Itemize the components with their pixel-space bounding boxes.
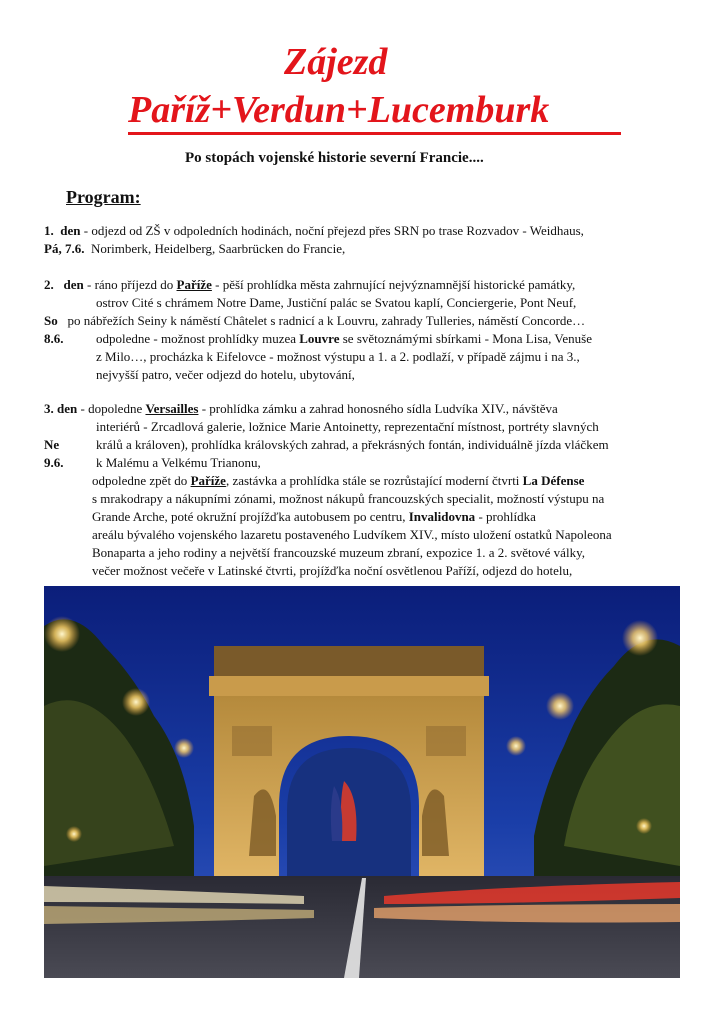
day1-line2 <box>44 240 345 258</box>
title-underline <box>128 132 621 135</box>
day3-line1 <box>44 400 558 418</box>
day3-number: 3. den <box>44 401 78 416</box>
day3-date: 9.6. <box>44 455 64 470</box>
document-title: Zájezd <box>284 41 388 83</box>
day1-text2: Norimberk, Heidelberg, Saarbrücken do Francie, <box>90 241 346 256</box>
day3-text7a: Grande Arche, poté okružní projížďka autobusem po centru, <box>92 509 409 524</box>
day2-number: 2. <box>44 277 54 292</box>
day3-text1: - dopoledne <box>77 401 146 416</box>
day3-line3 <box>44 436 609 454</box>
day3-text3: králů a královen), prohlídka královských zahrad, a překrásných fontán, individuálně jízda vláčkem <box>96 437 609 452</box>
day3-line2: interiérů - Zrcadlová galerie, ložnice Marie Antoinetty, reprezentační místnost, portréty slavných <box>96 419 599 434</box>
day1-den: den <box>60 223 81 238</box>
day2-line4 <box>44 330 592 348</box>
day2-text4b: se světoznámými sbírkami - Mona Lisa, Venuše <box>339 331 592 346</box>
day2-line3 <box>44 312 585 330</box>
day3-line10: večer možnost večeře v Latinské čtvrti, projížďka noční osvětlenou Paříží, odjezd do hotelu, <box>92 563 573 578</box>
day2-text4a: odpoledne - možnost prohlídky muzea <box>96 331 300 346</box>
document-subtitle: Po stopách vojenské historie severní Francie.... <box>185 150 484 166</box>
day3-line6: s mrakodrapy a nákupními zónami, možnost nákupů francouzských specialit, možností výstupu na <box>92 491 605 506</box>
day3-line8: areálu bývalého vojenského lazaretu postaveného Ludvíkem XIV., místo uložení ostatků Napoleona <box>92 527 612 542</box>
day3-invalidovna: Invalidovna <box>408 509 476 524</box>
day2-text3: po nábřežích Seiny k náměstí Châtelet s radnicí a k Louvru, zahrady Tulleries, náměstí Concorde… <box>67 313 586 328</box>
day2-text2: - pěší prohlídka města zahrnující nejvýznamnější historické památky, <box>211 277 576 292</box>
day2-paris: Paříže <box>176 277 212 292</box>
day2-line2: ostrov Cité s chrámem Notre Dame, Justiční palác se Svatou kaplí, Conciergerie, Pont Neuf, <box>96 295 577 310</box>
day3-text5b: , zastávka a prohlídka stále se rozrůstající moderní čtvrti <box>225 473 523 488</box>
day2-date: 8.6. <box>44 331 64 346</box>
document-title-route: Paříž+Verdun+Lucemburk <box>128 89 550 131</box>
day2-text1: - ráno příjezd do <box>83 277 177 292</box>
program-heading: Program: <box>66 187 141 207</box>
day2-louvre: Louvre <box>299 331 340 346</box>
day1-number: 1. <box>44 223 54 238</box>
day3-defense: La Défense <box>522 473 585 488</box>
day2-day-name: So <box>44 313 58 328</box>
day2-den: den <box>63 277 84 292</box>
day1-text: - odjezd od ZŠ v odpoledních hodinách, noční přejezd přes SRN po trase Rozvadov - Weidhaus, <box>80 223 584 238</box>
day3-line9: Bonaparta a jeho rodiny a největší francouzské muzeum zbraní, expozice 1. a 2. světové války, <box>92 545 585 560</box>
day2-line6: nejvyšší patro, večer odjezd do hotelu, ubytování, <box>96 367 355 382</box>
day2-line5: z Milo…, procházka k Eifelovce - možnost výstupu a 1. a 2. podlaží, v případě zájmu i na 3., <box>96 349 580 364</box>
day3-text5a: odpoledne zpět do <box>92 473 191 488</box>
day3-line4 <box>44 454 261 472</box>
day3-line7 <box>92 508 536 526</box>
day3-text4: k Malému a Velkému Trianonu, <box>96 455 261 470</box>
arc-de-triomphe-photo <box>44 586 680 978</box>
day1-line1 <box>44 222 584 240</box>
day3-text2: - prohlídka zámku a zahrad honosného sídla Ludvíka XIV., návštěva <box>198 401 558 416</box>
day3-line5 <box>92 472 584 490</box>
day3-day-name: Ne <box>44 437 60 452</box>
day3-text7b: - prohlídka <box>475 509 536 524</box>
day3-paris: Paříže <box>190 473 226 488</box>
day1-date: Pá, 7.6. <box>44 241 85 256</box>
day2-line1 <box>44 276 575 294</box>
day3-versailles: Versailles <box>145 401 199 416</box>
